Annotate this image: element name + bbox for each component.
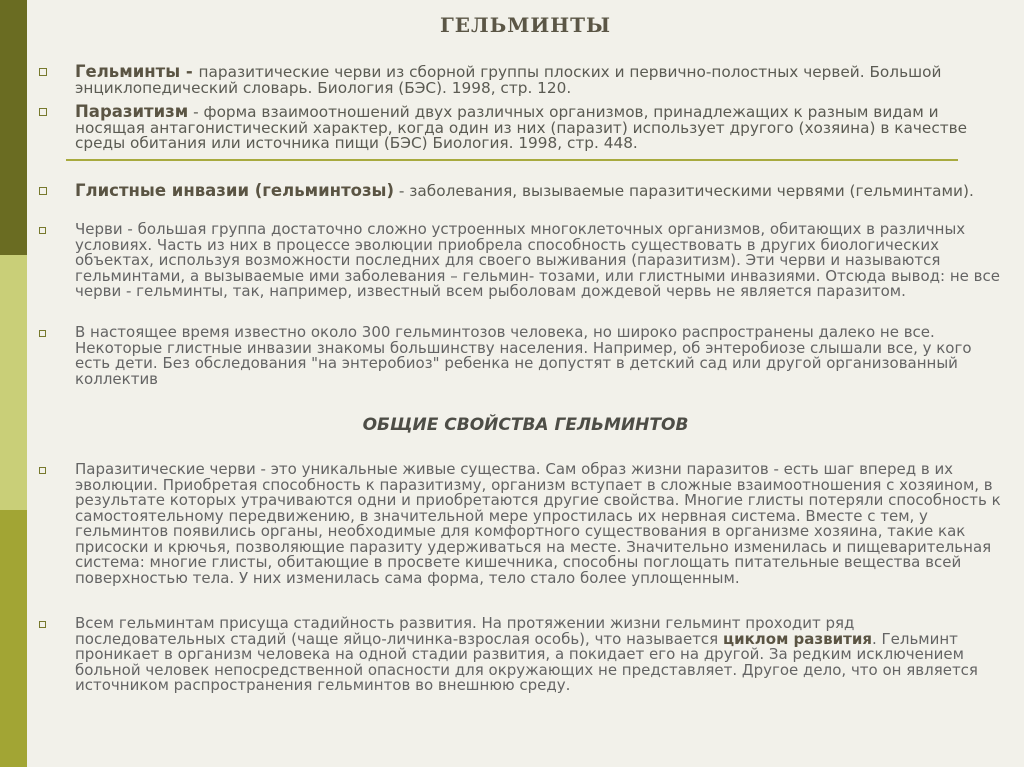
definition-text: паразитические черви из сборной группы плоских и первично-полостных червей. Большой энциклопедический словарь. Биология (БЭС). 1998, стр. 120. [75,63,942,97]
square-bullet-icon [39,108,47,116]
square-bullet-icon [39,330,46,337]
sidebar-band-mid [0,510,27,767]
list-item [75,183,1005,200]
term-label: Глистные инвазии (гельминтозы) [75,181,395,200]
section-subtitle: ОБЩИЕ СВОЙСТВА ГЕЛЬМИНТОВ [362,415,689,435]
paragraph-text: Паразитические черви - это уникальные живые существа. Сам образ жизни паразитов - есть шаг вперед в их эволюции. Приобретая способность к паразитизму, организм вступает в сложные взаимоотношения с хозяином, в результате которых утрачиваются одни и приобретаются другие свойства. Многие глисты потеряли способность к самостоятельному передвижению, в значительной мере упростилась их нервная система. Вместе с тем, у гельминтов появились органы, необходимые для комфортного существования в организме хозяина, такие как присоски и крючья, позволяющие паразиту удерживаться на месте. Значительно изменилась и пищеварительная система: многие глисты, обитающие в просвете кишечника, способны поглощать питательные вещества всей поверхностью тела. У них изменилась сама форма, тело стало более уплощенным. [75,460,1001,587]
square-bullet-icon [39,621,46,628]
square-bullet-icon [39,68,47,76]
term-dash: - [180,62,199,81]
definition-text: форма взаимоотношений двух различных организмов, принадлежащих к разным видам и носящая антагонистический характер, когда один из них (паразит) использует другого (хозяина) в качестве среды обитания или источника пищи (БЭС) Биология. 1998, стр. 448. [75,103,968,152]
highlight-text: циклом развития [722,629,872,648]
term-label: Гельминты [75,62,181,81]
term-dash: - [188,103,204,121]
paragraph-text: Черви - большая группа достаточно сложно устроенных многоклеточных организмов, обитающих в различных условиях. Часть из них в процессе эволюции приобрела способность существовать в других биологических объектах, используя возможности последних для своего выживания (паразитизм). Эти черви и называются гельминтами, а вызываемые ими заболевания – гельмин- тозами, или глистными инвазиями. Отсюда вывод: не все черви - гельминты, так, например, известный всем рыболовам дождевой червь не является паразитом. [75,220,1000,300]
term-dash: - [394,182,410,200]
definition-text: заболевания, вызываемые паразитическими червями (гельминтами). [409,182,974,200]
square-bullet-icon [39,467,46,474]
paragraph-text-after: . Гельминт проникает в организм человека на одной стадии развития, а покидает его на другой. За редким исключением больной человек непосредственной опасности для окружающих не представляет. Другое дело, что он является источником распространения гельминтов во внешнюю среду. [75,629,978,694]
sidebar-band-dark [0,0,27,255]
left-sidebar [0,0,27,767]
divider-line [66,159,958,161]
paragraph-text: В настоящее время известно около 300 гельминтозов человека, но широко распространены далеко не все. Некоторые глистные инвазии знакомы большинству населения. Например, об энтеробиозе слышали все, у кого есть дети. Без обследования "на энтеробиоз" ребенка не допустят в детский сад или другой организованный коллектив [75,323,972,388]
paragraph-text-before: Всем гельминтам присуща стадийность развития. На протяжении жизни гельминт проходит ряд последовательных стадий (чаще яйцо-личинка-взрослая особь), что называется [75,614,855,648]
term-label: Паразитизм [75,102,189,121]
list-item [75,104,1005,152]
list-item [75,616,1005,694]
square-bullet-icon [39,187,47,195]
sidebar-band-light [0,255,27,510]
list-item [75,222,1005,300]
list-item [75,462,1005,586]
slide-title: ГЕЛЬМИНТЫ [439,13,612,37]
list-item [75,325,1005,387]
square-bullet-icon [39,227,46,234]
list-item [75,64,1005,96]
